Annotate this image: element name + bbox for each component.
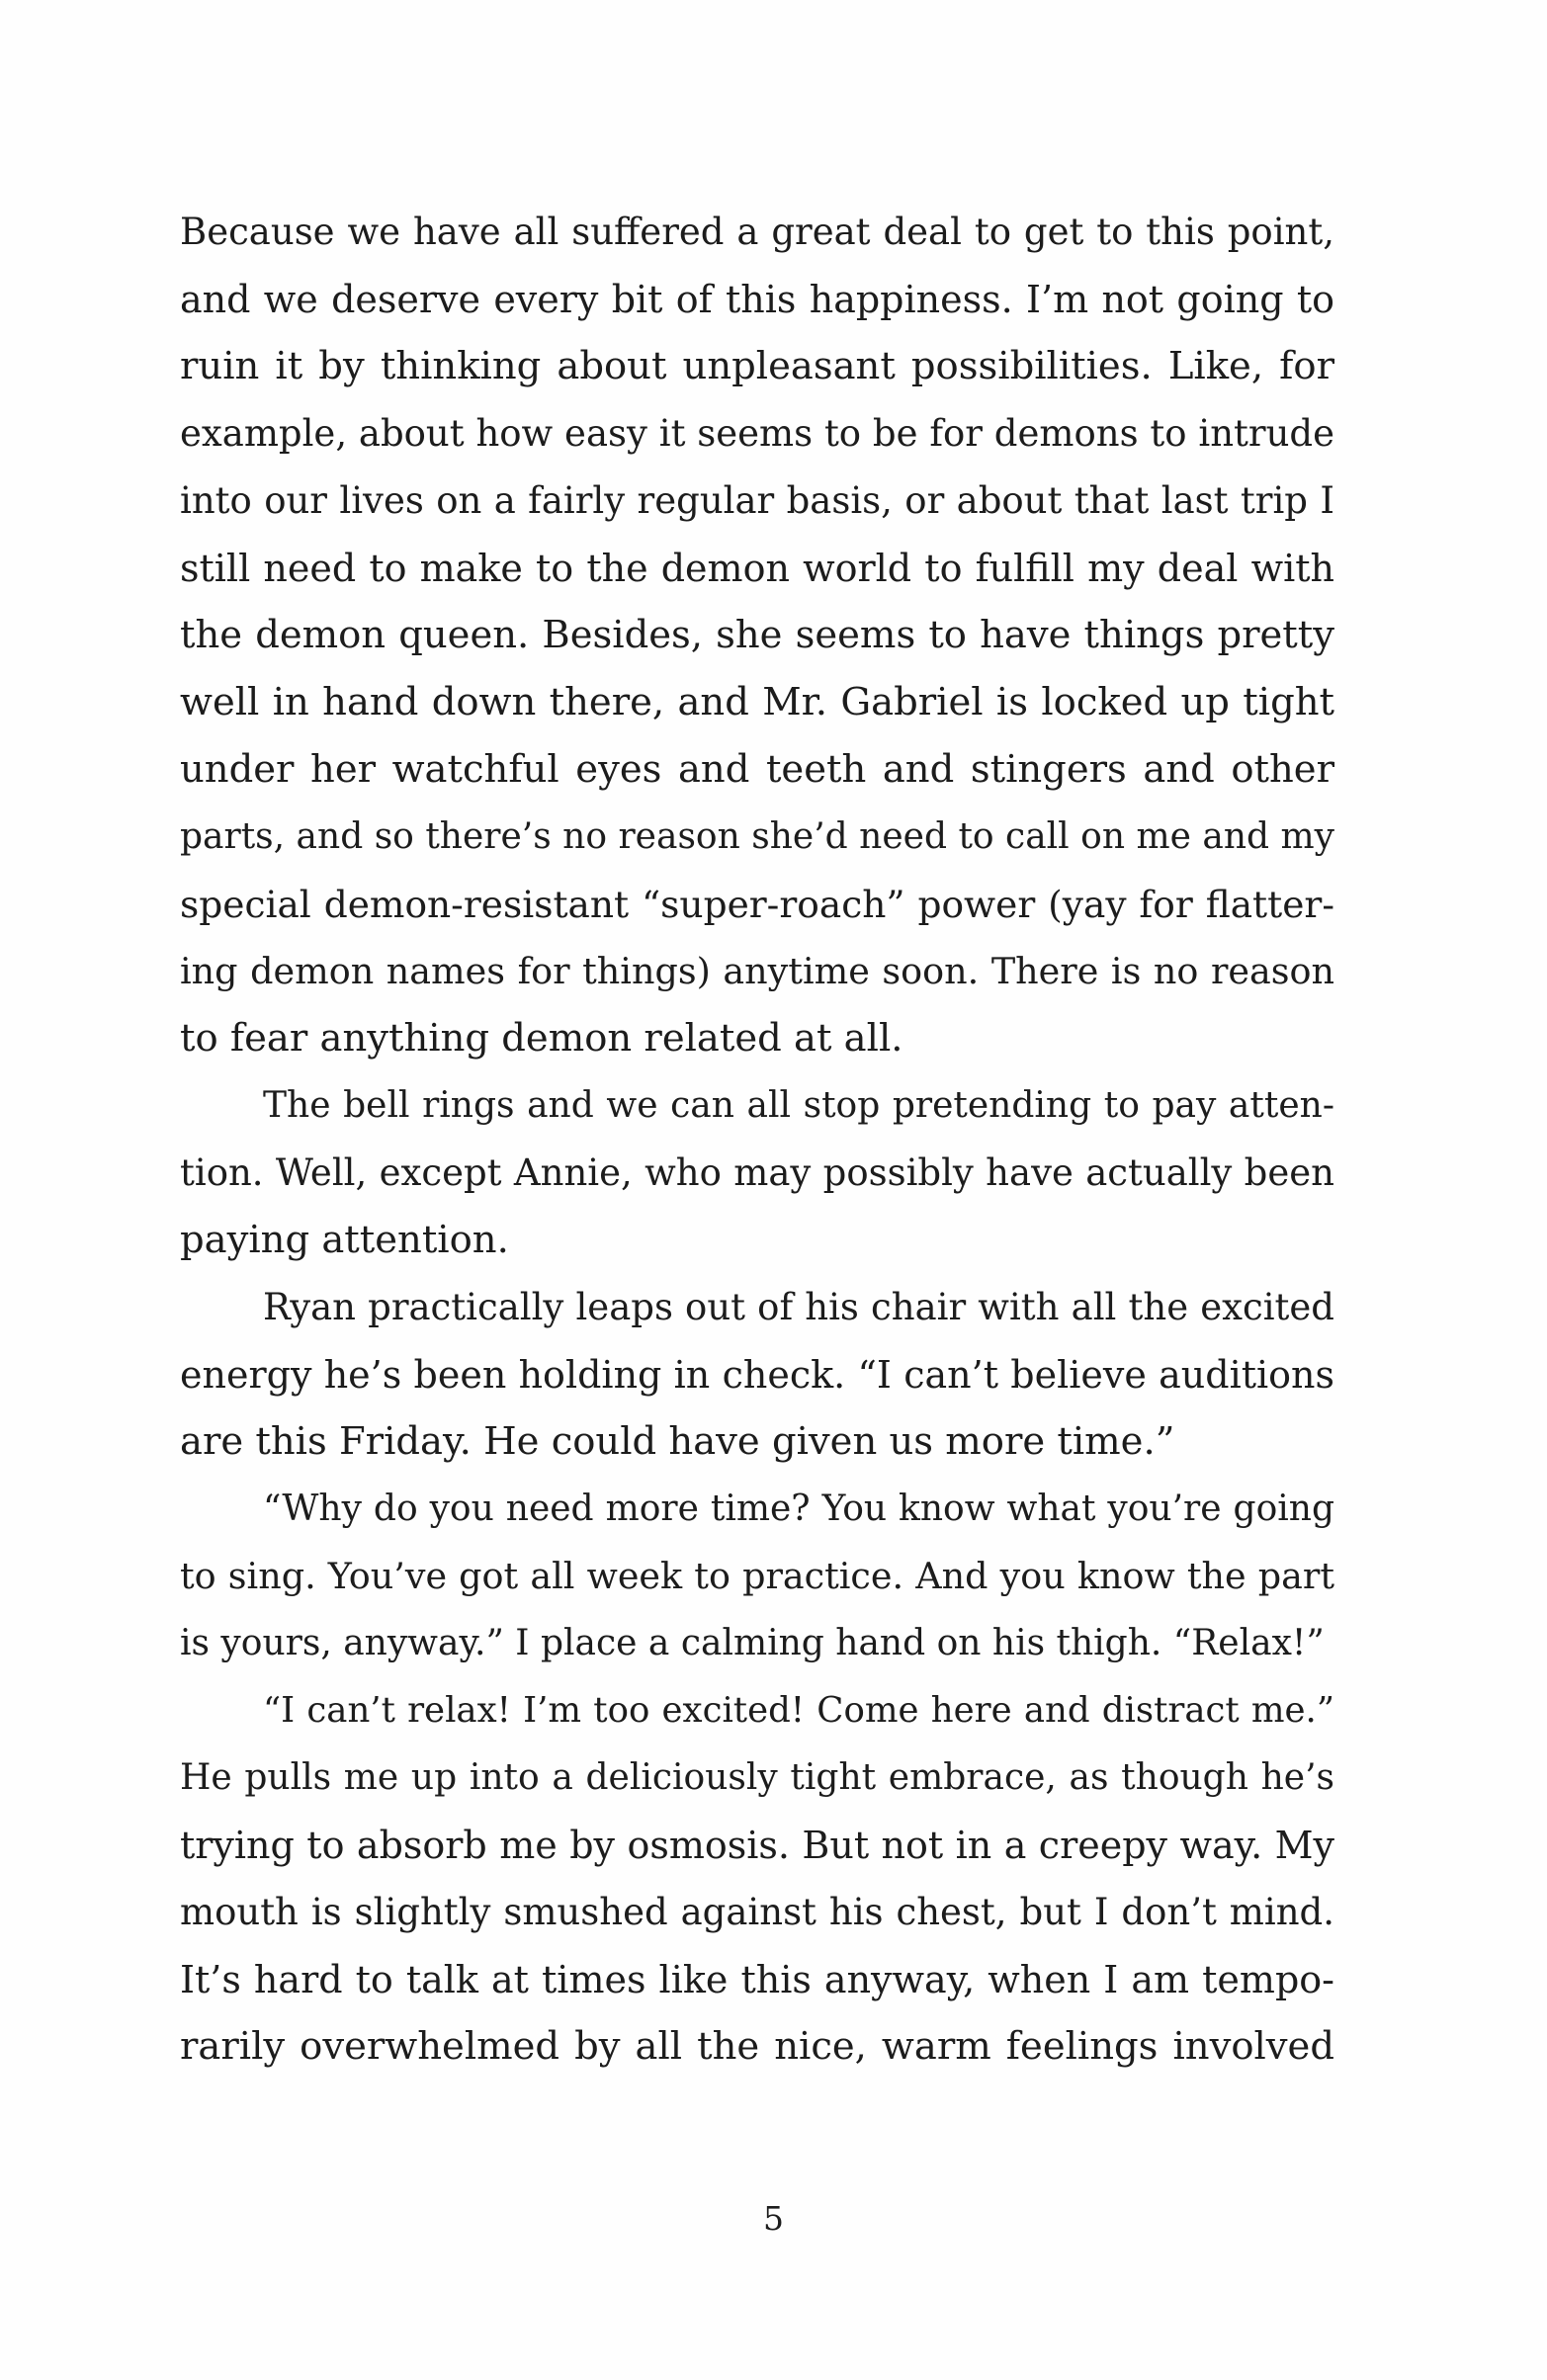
text-line: paying attention. <box>180 1218 509 1262</box>
text-line: to fear anything demon related at all. <box>180 1016 903 1061</box>
paragraph <box>180 199 1334 1072</box>
text-line: under her watchful eyes and teeth and stingers and other <box>180 747 1334 792</box>
text-line: “Why do you need more time? You know what you’re going <box>263 1488 1334 1529</box>
text-line: energy he’s been holding in check. “I can’t believe auditions <box>180 1353 1334 1397</box>
text-line: is yours, anyway.” I place a calming hand on his thigh. “Relax!” <box>180 1623 1325 1663</box>
page-number: 5 <box>763 2199 784 2238</box>
text-line: It’s hard to talk at times like this anyway, when I am tempo- <box>180 1958 1334 2001</box>
text-line: mouth is slightly smushed against his chest, but I don’t mind. <box>180 1891 1334 1933</box>
text-line: and we deserve every bit of this happiness. I’m not going to <box>180 278 1334 321</box>
text-line: He pulls me up into a deliciously tight embrace, as though he’s <box>180 1757 1334 1798</box>
text-line: well in hand down there, and Mr. Gabriel is locked up tight <box>180 680 1334 724</box>
text-line: the demon queen. Besides, she seems to have things pretty <box>180 613 1334 657</box>
body-text <box>180 199 1334 2081</box>
text-line: “I can’t relax! I’m too excited! Come here and distract me.” <box>263 1690 1334 1731</box>
paragraph <box>180 1274 1334 1476</box>
text-line: parts, and so there’s no reason she’d need to call on me and my <box>180 816 1334 857</box>
paragraph <box>180 1072 1334 1274</box>
text-line: special demon-resistant “super-roach” power (yay for flatter- <box>180 883 1334 926</box>
text-line: The bell rings and we can all stop pretending to pay atten- <box>263 1085 1334 1126</box>
text-line: to sing. You’ve got all week to practice. And you know the part <box>180 1555 1334 1597</box>
text-line: Ryan practically leaps out of his chair with all the excited <box>263 1286 1334 1328</box>
paragraph <box>180 1476 1334 1677</box>
paragraph <box>180 1677 1334 2081</box>
text-line: are this Friday. He could have given us more time.” <box>180 1419 1175 1464</box>
text-line: tion. Well, except Annie, who may possibly have actually been <box>180 1151 1334 1194</box>
text-line: trying to absorb me by osmosis. But not in a creepy way. My <box>180 1824 1334 1867</box>
text-line: into our lives on a fairly regular basis, or about that last trip I <box>180 479 1334 522</box>
text-line: ing demon names for things) anytime soon. There is no reason <box>180 950 1334 992</box>
text-line: example, about how easy it seems to be for demons to intrude <box>180 412 1334 455</box>
text-line: still need to make to the demon world to fulfill my deal with <box>180 547 1334 590</box>
text-line: ruin it by thinking about unpleasant possibilities. Like, for <box>180 344 1334 388</box>
text-line: rarily overwhelmed by all the nice, warm feelings involved <box>180 2024 1334 2069</box>
text-line: Because we have all suffered a great deal to get to this point, <box>180 211 1334 253</box>
